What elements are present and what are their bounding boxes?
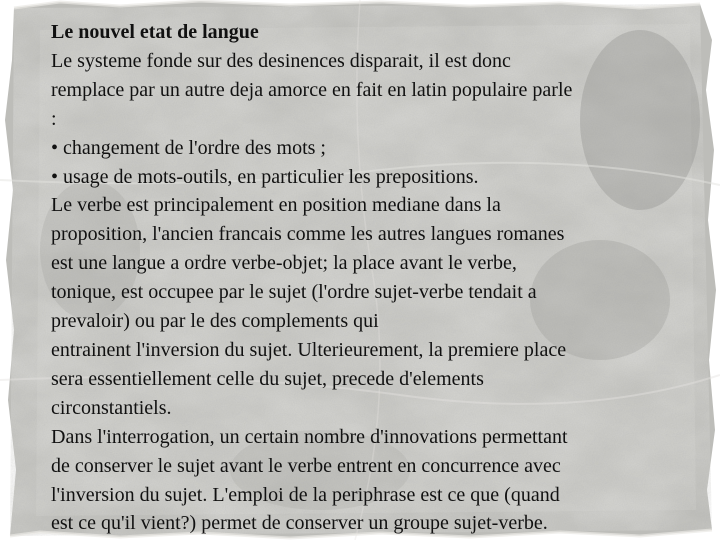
body-line: proposition, l'ancien francais comme les autres langues romanes xyxy=(51,223,565,246)
body-line: est ce qu'il vient?) permet de conserver un groupe sujet-verbe. xyxy=(51,512,548,535)
body-line: est une langue a ordre verbe-objet; la place avant le verbe, xyxy=(51,252,517,275)
body-line: entrainent l'inversion du sujet. Ulterieurement, la premiere place xyxy=(51,338,567,361)
slide-content xyxy=(51,18,691,538)
body-line: Le verbe est principalement en position mediane dans la xyxy=(51,194,501,217)
body-line: tonique, est occupee par le sujet (l'ordre sujet-verbe tendait a xyxy=(51,281,537,304)
bullet-item: • usage de mots-outils, en particulier les prepositions. xyxy=(51,165,479,188)
bullet-item: • changement de l'ordre des mots ; xyxy=(51,136,326,159)
body-line: Le systeme fonde sur des desinences disparait, il est donc xyxy=(51,49,511,72)
slide-title: Le nouvel etat de langue xyxy=(51,21,259,43)
body-line: prevaloir) ou par le des complements qui xyxy=(51,310,379,333)
body-line: circonstantiels. xyxy=(51,396,172,419)
body-line: de conserver le sujet avant le verbe entrent en concurrence avec xyxy=(51,454,561,477)
body-line: sera essentiellement celle du sujet, precede d'elements xyxy=(51,367,484,390)
body-line: : xyxy=(51,107,57,130)
body-line: Dans l'interrogation, un certain nombre d'innovations permettant xyxy=(51,425,568,448)
body-line: remplace par un autre deja amorce en fait en latin populaire parle xyxy=(51,78,573,101)
body-line: l'inversion du sujet. L'emploi de la periphrase est ce que (quand xyxy=(51,483,560,506)
